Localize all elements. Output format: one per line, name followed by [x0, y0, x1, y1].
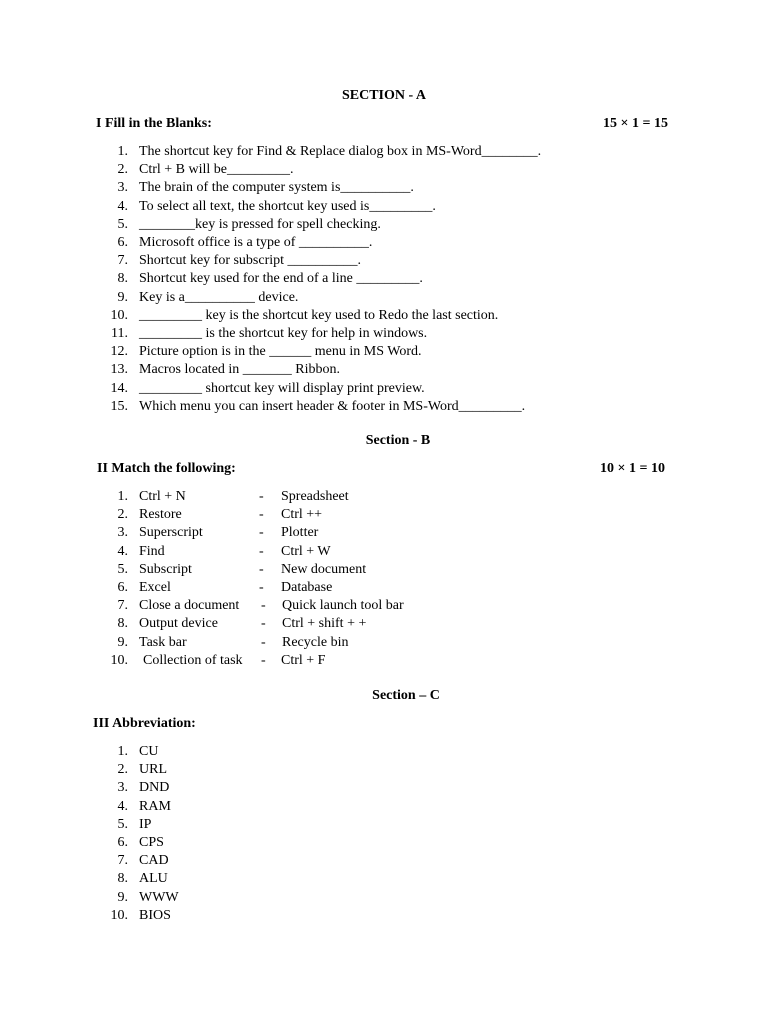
list-item-number: 2.	[117, 162, 128, 178]
match-right-item: Ctrl + W	[281, 543, 331, 559]
list-item-text: _________ shortcut key will display print preview.	[139, 380, 425, 396]
list-item-number: 8.	[117, 271, 128, 287]
list-item-number: 3.	[117, 525, 128, 541]
list-item-number: 4.	[117, 798, 128, 814]
match-right-item: Quick launch tool bar	[282, 598, 404, 614]
list-item-number: 4.	[117, 198, 128, 214]
section-b-title: II Match the following:	[97, 461, 236, 476]
list-item-number: 9.	[117, 889, 128, 905]
list-item-text: WWW	[139, 889, 179, 905]
list-item-number: 8.	[117, 616, 128, 632]
list-item-text: ALU	[139, 871, 168, 887]
list-item-text: Key is a__________ device.	[139, 289, 299, 305]
list-item-text: Ctrl + B will be_________.	[139, 162, 294, 178]
match-right-item: Ctrl ++	[281, 507, 323, 523]
list-item-text: DND	[139, 780, 170, 796]
match-left-item: Excel	[139, 580, 171, 595]
list-item-number: 15.	[110, 398, 128, 414]
list-item-text: Macros located in _______ Ribbon.	[139, 362, 341, 378]
list-item-text: BIOS	[139, 907, 171, 923]
list-item-text: Shortcut key used for the end of a line _________.	[139, 271, 423, 287]
match-left-item: Subscript	[139, 561, 192, 577]
match-right-item: Recycle bin	[282, 634, 349, 650]
list-item-number: 6.	[117, 580, 128, 595]
match-left-item: Superscript	[139, 525, 203, 541]
section-b-marks: 10 × 1 = 10	[600, 461, 665, 476]
match-left-item: Find	[139, 543, 165, 559]
match-right-item: Ctrl + shift + +	[282, 616, 367, 632]
list-item-number: 10.	[110, 907, 128, 923]
match-right-item: Database	[281, 580, 333, 595]
list-item-number: 5.	[117, 816, 128, 832]
section-c-heading: Section – C	[372, 688, 440, 703]
match-dash: -	[261, 616, 266, 632]
list-item-text: ________key is pressed for spell checking.	[139, 216, 381, 232]
list-item-number: 9.	[117, 289, 128, 305]
list-item-number: 1.	[117, 144, 128, 159]
list-item-number: 1.	[117, 489, 128, 504]
match-dash: -	[261, 634, 266, 650]
match-dash: -	[259, 561, 264, 577]
match-dash: -	[261, 652, 266, 668]
list-item-text: CPS	[139, 835, 164, 850]
list-item-number: 1.	[117, 744, 128, 759]
list-item-number: 14.	[110, 380, 128, 396]
list-item-text: Picture option is in the ______ menu in MS Word.	[139, 344, 422, 360]
list-item-text: The brain of the computer system is__________.	[139, 180, 414, 196]
section-a-heading: SECTION - A	[341, 88, 427, 103]
list-item-number: 4.	[117, 543, 128, 559]
match-left-item: Ctrl + N	[139, 489, 186, 504]
list-item-number: 6.	[117, 235, 128, 250]
list-item-text: To select all text, the shortcut key used is_________.	[139, 198, 436, 214]
section-a-title: I Fill in the Blanks:	[96, 116, 212, 131]
list-item-number: 2.	[117, 507, 128, 523]
match-dash: -	[259, 525, 264, 541]
list-item-number: 7.	[117, 253, 128, 269]
match-dash: -	[259, 543, 264, 559]
match-right-item: Plotter	[281, 525, 319, 541]
list-item-number: 5.	[117, 561, 128, 577]
match-right-item: Spreadsheet	[281, 489, 349, 504]
list-item-text: CU	[139, 744, 159, 759]
list-item-text: The shortcut key for Find & Replace dialog box in MS-Word________.	[139, 144, 542, 159]
list-item-number: 10.	[110, 307, 128, 323]
match-left-item: Restore	[139, 507, 182, 523]
list-item-number: 12.	[110, 344, 128, 360]
list-item-text: IP	[139, 816, 152, 832]
list-item-text: Which menu you can insert header & footer in MS-Word_________.	[139, 398, 526, 414]
list-item-number: 3.	[117, 180, 128, 196]
list-item-number: 7.	[117, 853, 128, 869]
match-right-item: New document	[281, 561, 367, 577]
list-item-number: 3.	[117, 780, 128, 796]
match-left-item: Task bar	[139, 634, 187, 650]
list-item-number: 11.	[111, 326, 128, 341]
list-item-number: 2.	[117, 762, 128, 778]
match-dash: -	[261, 598, 266, 614]
list-item-number: 5.	[117, 216, 128, 232]
list-item-text: Microsoft office is a type of __________.	[139, 235, 373, 250]
match-left-item: Close a document	[139, 598, 240, 614]
match-left-item: Output device	[139, 616, 218, 632]
list-item-number: 9.	[117, 634, 128, 650]
match-right-item: Ctrl + F	[281, 652, 326, 668]
match-left-item: Collection of task	[143, 652, 243, 668]
match-dash: -	[259, 580, 264, 595]
section-b-heading: Section - B	[365, 433, 431, 448]
section-c-title: III Abbreviation:	[93, 716, 196, 731]
list-item-number: 8.	[117, 871, 128, 887]
list-item-text: RAM	[139, 798, 171, 814]
list-item-number: 7.	[117, 598, 128, 614]
match-dash: -	[259, 507, 264, 523]
list-item-text: _________ key is the shortcut key used to Redo the last section.	[139, 307, 499, 323]
list-item-text: CAD	[139, 853, 169, 869]
section-a-marks: 15 × 1 = 15	[603, 116, 668, 131]
list-item-number: 13.	[110, 362, 128, 378]
list-item-number: 10.	[110, 652, 128, 668]
list-item-number: 6.	[117, 835, 128, 850]
list-item-text: URL	[139, 762, 167, 778]
match-dash: -	[259, 489, 264, 504]
list-item-text: _________ is the shortcut key for help in windows.	[139, 326, 428, 341]
list-item-text: Shortcut key for subscript __________.	[139, 253, 362, 269]
